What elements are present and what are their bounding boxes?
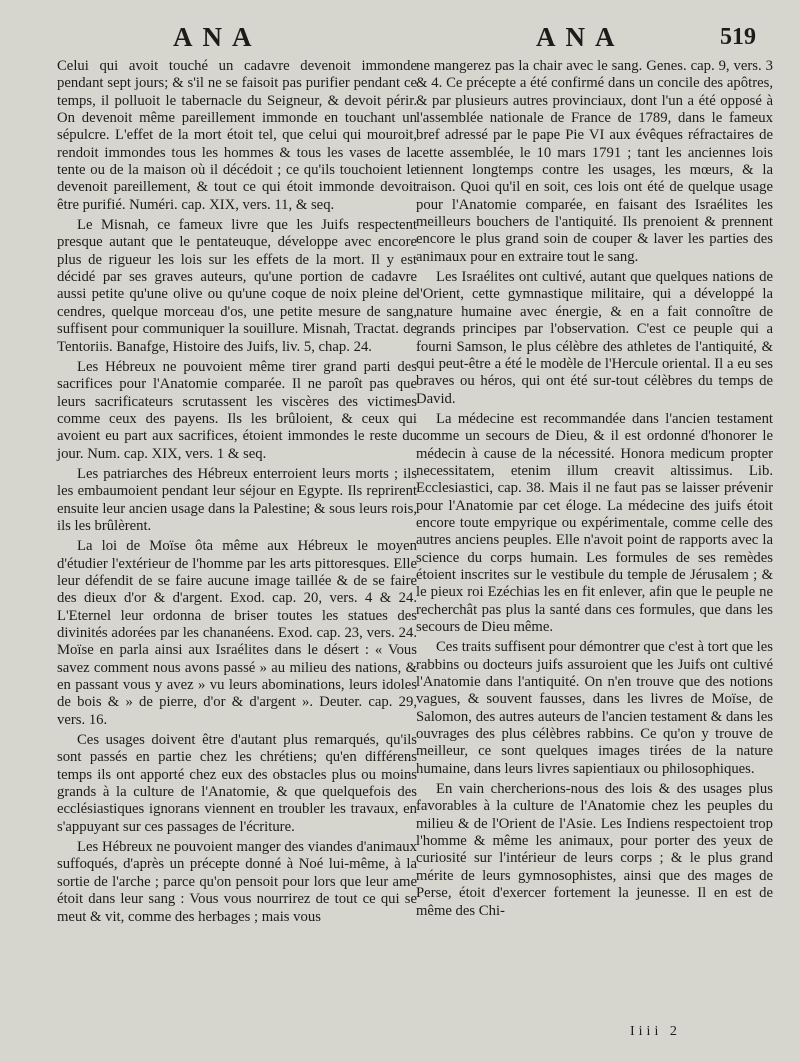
header-left-word: ANA [173, 22, 262, 52]
header-right-word: ANA [536, 22, 625, 52]
left-column [57, 58, 417, 926]
paragraph: La loi de Moïse ôta même aux Hébreux le moyen d'étudier l'extérieur de l'homme par les arts pittoresques. Elle leur défendit de se faire aucune image taillée & de se faire des dieux d'or & d'argent. Exod. cap. 20, vers. 4 & 24. L'Eternel leur ordonna de briser toutes les statues des divinités adorées par les chananéens. Exod. cap. 23, vers. 24. Moïse en parla ainsi aux Israélites dans le désert : « Vous savez comment nous avons passé » au milieu des nations, & en passant vous y avez » vu leurs abominations, leurs idoles de bois & » de pierre, d'or & d'argent ». Deuter. cap. 29, vers. 16. [57, 538, 417, 728]
paragraph: Les patriarches des Hébreux enterroient leurs morts ; ils les embaumoient pendant leur séjour en Egypte. Ils reprirent ensuite leur ancien usage dans la Palestine; & sous leurs rois, ils les brûlèrent. [57, 465, 417, 534]
paragraph: Les Hébreux ne pouvoient même tirer grand parti des sacrifices pour l'Anatomie comparée. Il ne paroît pas que leurs sacrificateurs scrutassent les viscères des victimes comme ceux des payens. Ils les brûloient, & ceux qui avoient eu part aux sacrifices, étoient immondes le reste du jour. Num. cap. XIX, vers. 1 & seq. [57, 358, 417, 462]
paragraph: En vain chercherions-nous des lois & des usages plus favorables à la culture de l'Anatomie chez les peuples du milieu & de l'Orient de l'Asie. Les Indiens respectoient trop l'homme & même les animaux, pour porter des yeux de curiosité sur l'intérieur de leurs corps ; & le plus grand mérite de leurs gymnosophistes, ainsi que des mages de Perse, étoit d'exercer fortement la jeunesse. Il en est de même des Chi- [416, 781, 773, 919]
paragraph: La médecine est recommandée dans l'ancien testament comme un secours de Dieu, & il est ordonné d'honorer le médecin à cause de la nécessité. Honora medicum propter necessitatem, etenim illum creavit altissimus. Lib. Ecclesiastici, cap. 38. Mais il ne faut pas se laisser prévenir pour l'Anatomie par cet éloge. La médecine des juifs étoit encore toute empyrique ou expérimentale, comme celle des autres anciens peuples. Elle n'avoit point de rapports avec la science du corps humain. Les formules de ses remèdes étoient inscrites sur le vestibule du temple de Jérusalem ; & le pieux roi Ezéchias les en fit enlever, afin que le peuple ne recherchât pas plus la santé dans ces formules, que dans les secours de Dieu même. [416, 410, 773, 635]
paragraph: Les Israélites ont cultivé, autant que quelques nations de l'Orient, cette gymnastique militaire, qui a développé la nature humaine avec énergie, & en a fait connoître de grands principes par l'observation. C'est ce peuple qui a fourni Samson, le plus célèbre des athletes de l'antiquité, & qui peut-être a été le modèle de l'Hercule oriental. Il a eu ses braves ou héros, qui ont été sur-tout célèbres du temps de David. [416, 269, 773, 407]
page-number: 519 [720, 24, 756, 50]
paragraph: Celui qui avoit touché un cadavre devenoit immonde pendant sept jours; & s'il ne se faisoit pas purifier pendant ce temps, il polluoit le tabernacle du Seigneur, & devoit périr. On devenoit même pareillement immonde en touchant un sépulcre. L'effet de la mort étoit tel, que celui qui mouroit, rendoit immondes tous les hommes & tous les vases de la tente ou de la maison où il décédoit ; ce qu'ils touchoient le devenoit pareillement, & tout ce qui étoit immonde devoit être purifié. Numéri. cap. XIX, vers. 11, & seq. [57, 58, 417, 213]
paragraph: ne mangerez pas la chair avec le sang. Genes. cap. 9, vers. 3 & 4. Ce précepte a été confirmé dans un concile des apôtres, & par plusieurs autres provinciaux, dont l'un a été opposé à l'assemblée nationale de France de 1789, dans le fameux bref adressé par le pape Pie VI aux évêques réfractaires de cette assemblée, le 10 mars 1791 ; tant les anciennes lois tiennent longtemps contre les usages, les mœurs, & la raison. Quoi qu'il en soit, ces lois ont été de quelque usage pour l'Anatomie comparée, en faisant des Israélites les meilleurs bouchers de l'antiquité. Ils prenoient & prennent encore le plus grand soin de couper & laver les parties des animaux pour en extraire tout le sang. [416, 58, 773, 265]
paragraph: Les Hébreux ne pouvoient manger des viandes d'animaux suffoqués, d'après un précepte donné à Noé lui-même, à la sortie de l'arche ; parce qu'on pensoit pour lors que leur ame étoit dans leur sang : Vous vous nourrirez de tout ce qui se meut & vit, comme des herbages ; mais vous [57, 839, 417, 925]
paragraph: Ces traits suffisent pour démontrer que c'est à tort que les rabbins ou docteurs juifs assuroient que les Juifs ont cultivé l'Anatomie dans l'antiquité. On n'en trouve que des notions vagues, & souvent fausses, dans les livres de Moïse, de Salomon, des autres auteurs de l'ancien testament & dans les ouvrages des plus célèbres rabbins. Ce qu'on y trouve de meilleur, ce sont quelques images tirées de la nature humaine, dans leurs livres sapientiaux ou philosophiques. [416, 639, 773, 777]
signature-mark: Iiii 2 [630, 1024, 681, 1039]
paragraph: Ces usages doivent être d'autant plus remarqués, qu'ils sont passés en partie chez les chrétiens; qu'en différens temps ils ont apporté chez eux des obstacles plus ou moins grands à la culture de l'Anatomie, & que quelquefois des ecclésiastiques ignorans viennent en troubler les travaux, en s'appuyant sur ces passages de l'écriture. [57, 732, 417, 835]
right-column [416, 58, 773, 920]
paragraph: Le Misnah, ce fameux livre que les Juifs respectent presque autant que le pentateuque, développe avec encore plus de rigueur les lois sur les effets de la mort. Il y est décidé par ses graves auteurs, qu'une portion de cadavre aussi petite qu'une olive ou qu'une coque de noix pleine de cendres, quelque morceau d'os, une petite mesure de sang, suffisent pour communiquer la souillure. Misnah, Tractat. de Tentoriis. Banafge, Histoire des Juifs, liv. 5, chap. 24. [57, 217, 417, 355]
running-header [0, 18, 800, 58]
